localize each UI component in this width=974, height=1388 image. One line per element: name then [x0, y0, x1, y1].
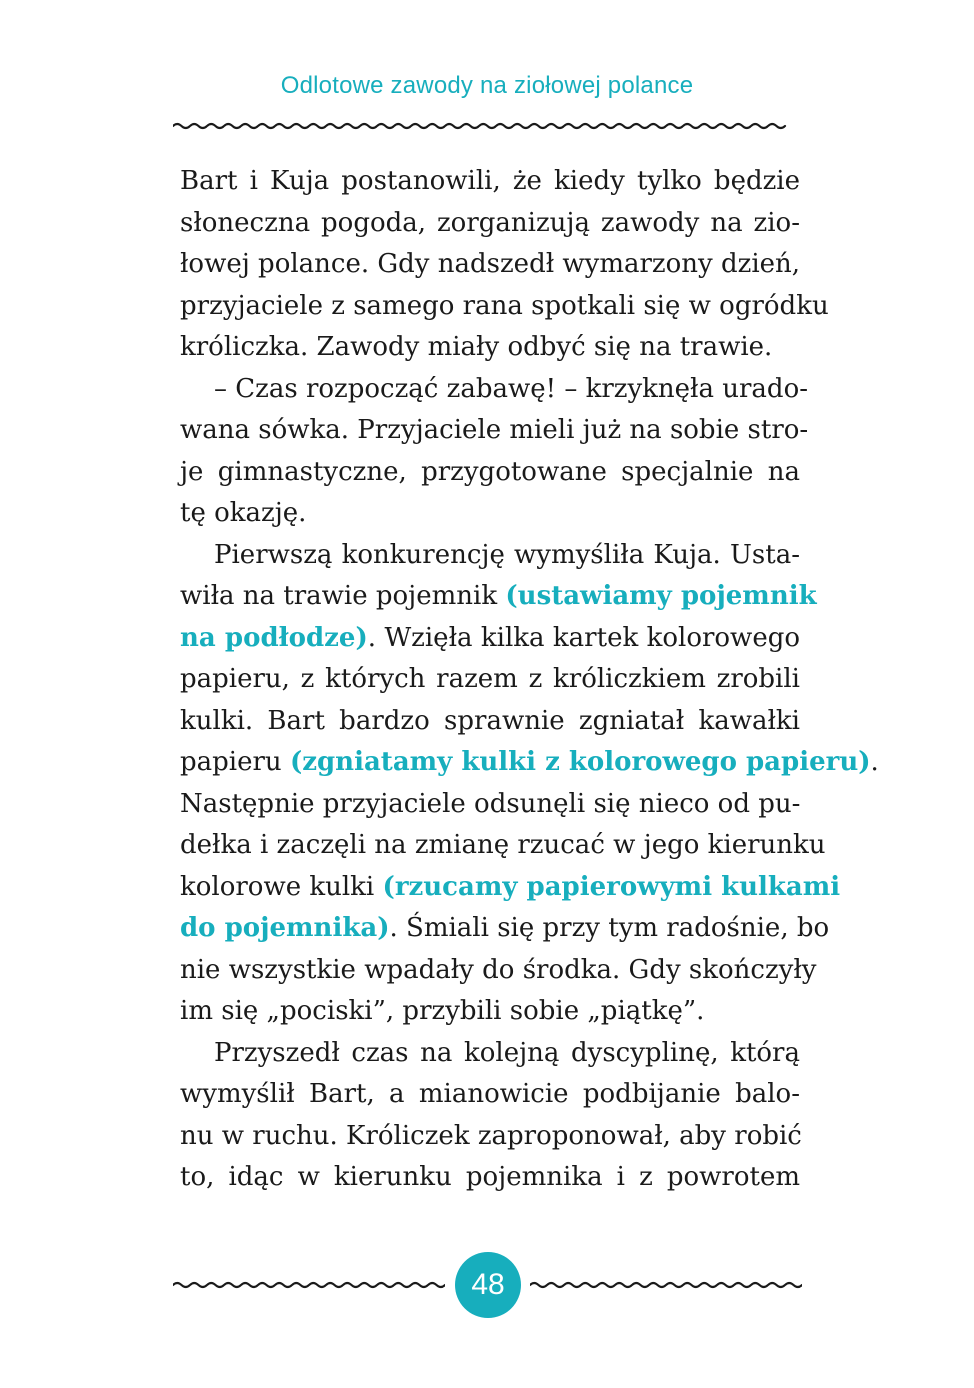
running-header: Odlotowe zawody na ziołowej polance	[280, 72, 694, 99]
text-line	[180, 452, 800, 494]
text-line	[180, 244, 800, 286]
text-line	[180, 286, 829, 328]
text-run: nu w ruchu. Króliczek zaproponował, aby robić	[180, 1120, 802, 1151]
header-wave-path	[173, 124, 785, 128]
text-line	[180, 618, 800, 660]
text-line	[180, 576, 817, 618]
text-run: im się „pociski”, przybili sobie „piątkę”.	[180, 996, 705, 1026]
text-run: . Wzięła kilka kartek kolorowego	[367, 622, 800, 653]
activity-instruction: (ustawiamy pojemnik	[505, 581, 817, 611]
footer-wave-right-path	[530, 1283, 802, 1287]
text-run: dełka i zaczęli na zmianę rzucać w jego kierunku	[180, 830, 826, 860]
text-line	[180, 161, 800, 203]
text-run: to, idąc w kierunku pojemnika i z powrotem	[180, 1162, 800, 1192]
text-run: je gimnastyczne, przygotowane specjalnie na	[180, 456, 800, 487]
text-run: wymyślił Bart, a mianowicie podbijanie balo-	[180, 1079, 800, 1109]
text-run: przyjaciele z samego rana spotkali się w ogródku	[180, 290, 829, 321]
footer-wave-left	[173, 1277, 445, 1293]
page-number-badge: 48	[455, 1252, 521, 1318]
text-line	[180, 742, 879, 784]
footer-wave-right	[530, 1277, 802, 1293]
text-run: Przyszedł czas na kolejną dyscyplinę, którą	[214, 1037, 800, 1068]
text-line	[180, 950, 817, 992]
text-run: papieru, z których razem z króliczkiem zrobili	[180, 664, 800, 694]
body-text	[180, 161, 879, 1199]
activity-instruction: (zgniatamy kulki z kolorowego papieru)	[289, 747, 871, 777]
text-line	[180, 867, 841, 909]
text-run: Pierwszą konkurencję wymyśliła Kuja. Usta-	[214, 539, 800, 570]
header-wave-divider	[173, 118, 801, 134]
text-run: kolorowe kulki	[180, 871, 383, 902]
text-line	[180, 701, 800, 743]
text-run: słoneczna pogoda, zorganizują zawody na zio-	[180, 207, 800, 238]
text-line	[180, 908, 830, 950]
text-run: papieru	[180, 747, 290, 777]
text-run: króliczka. Zawody miały odbyć się na trawie.	[180, 332, 773, 362]
text-line	[180, 203, 800, 245]
text-run: . Śmiali się przy tym radośnie, bo	[389, 913, 830, 943]
text-run: .	[870, 747, 879, 777]
text-line	[180, 410, 809, 452]
text-run: wiła na trawie pojemnik	[180, 581, 506, 611]
text-line	[180, 825, 826, 867]
footer-wave-left-path	[173, 1283, 445, 1287]
text-run: Następnie przyjaciele odsunęli się nieco od pu-	[180, 788, 801, 819]
text-run: kulki. Bart bardzo sprawnie zgniatał kawałki	[180, 705, 800, 736]
text-line	[180, 1157, 800, 1199]
text-line	[180, 659, 800, 701]
text-line	[180, 493, 800, 535]
activity-instruction: na podłodze)	[180, 622, 368, 653]
text-line	[180, 1033, 800, 1075]
text-line	[180, 784, 800, 826]
text-line	[180, 1116, 800, 1158]
text-run: łowej polance. Gdy nadszedł wymarzony dzień,	[180, 249, 801, 279]
text-line	[180, 1074, 800, 1116]
activity-instruction: do pojemnika)	[180, 913, 390, 943]
text-line	[180, 327, 800, 369]
activity-instruction: (rzucamy papierowymi kulkami	[382, 871, 841, 902]
text-run: wana sówka. Przyjaciele mieli już na sobie stro-	[180, 415, 809, 445]
text-line	[180, 991, 800, 1033]
text-run: tę okazję.	[180, 498, 307, 528]
text-run: nie wszystkie wpadały do środka. Gdy skończyły	[180, 954, 817, 985]
text-run: Bart i Kuja postanowili, że kiedy tylko będzie	[180, 166, 800, 196]
text-run: – Czas rozpocząć zabawę! – krzyknęła urado-	[214, 373, 809, 404]
text-line	[180, 369, 809, 411]
text-line	[180, 535, 800, 577]
